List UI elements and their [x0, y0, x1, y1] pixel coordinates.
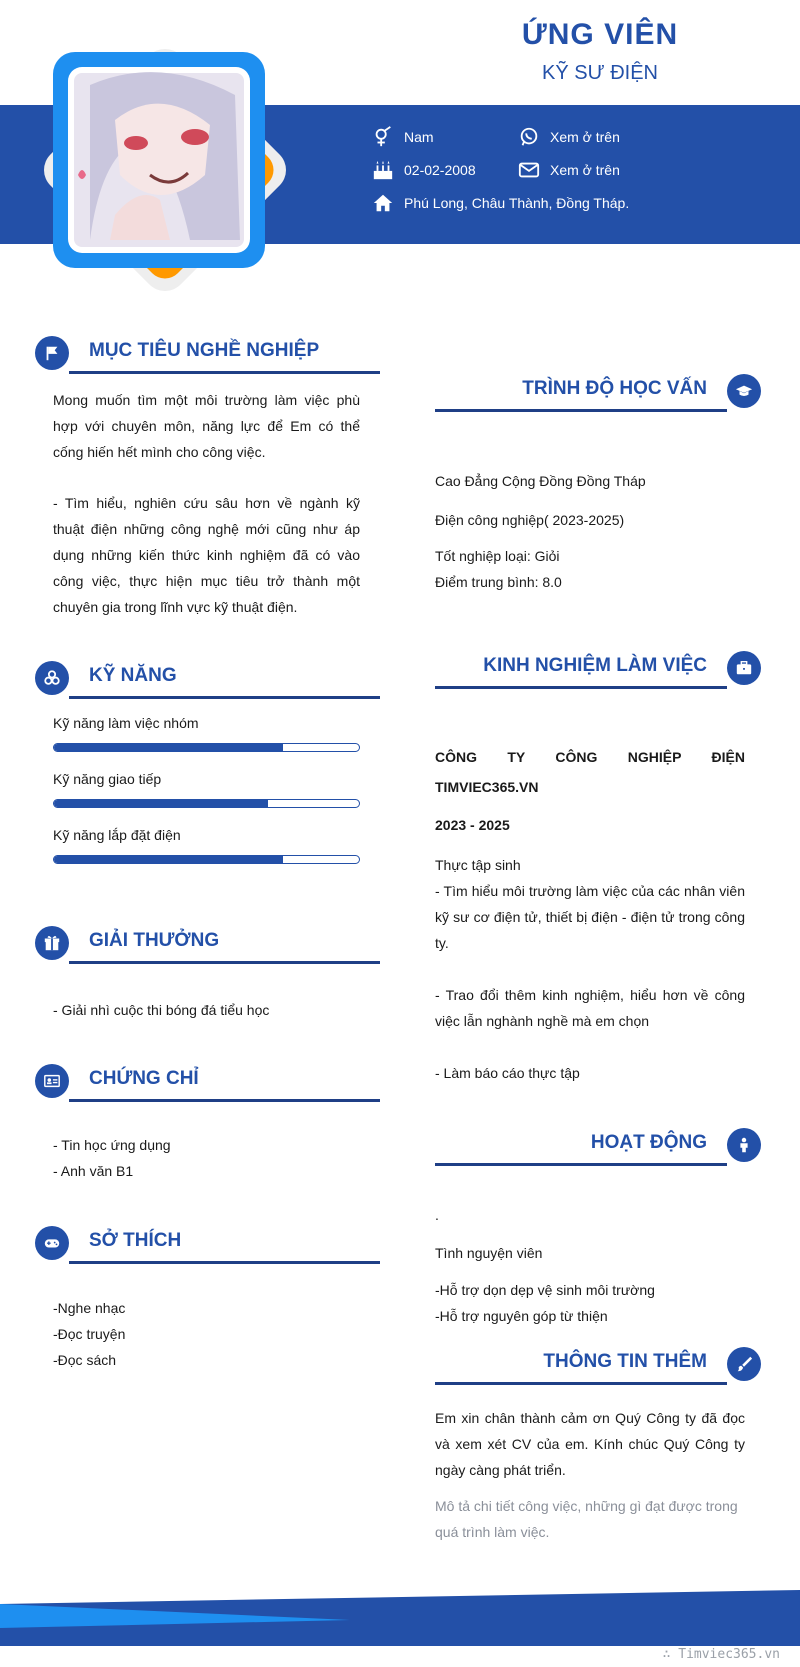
graduation-cap-icon	[727, 374, 761, 408]
divider	[69, 1099, 380, 1102]
paintbrush-icon	[727, 1347, 761, 1381]
address-item	[372, 192, 629, 214]
section-title: TRÌNH ĐỘ HỌC VẤN	[522, 378, 707, 399]
education-gpa: Điểm trung bình: 8.0	[435, 574, 562, 590]
experience-company: CÔNG TY CÔNG NGHIỆP ĐIỆN TIMVIEC365.VN	[435, 749, 745, 795]
certificate-item: - Anh văn B1	[53, 1163, 134, 1179]
skill-label: Kỹ năng giao tiếp	[53, 771, 162, 787]
phone-text: Xem ở trên	[550, 129, 620, 145]
activities-item: -Hỗ trợ dọn dẹp vệ sinh môi trường	[435, 1282, 655, 1298]
objective-header	[35, 334, 380, 374]
section-title: GIẢI THƯỞNG	[89, 930, 220, 951]
briefcase-icon	[727, 651, 761, 685]
birthday-text: 02-02-2008	[404, 162, 476, 178]
activities-header	[435, 1126, 761, 1166]
hobby-item: -Đọc sách	[53, 1352, 117, 1368]
certificates-header	[35, 1062, 380, 1102]
gender-icon	[372, 126, 394, 148]
divider	[435, 1382, 727, 1385]
experience-position: Thực tập sinh	[435, 857, 521, 873]
education-major: Điện công nghiệp( 2023-2025)	[435, 512, 625, 528]
certificate-item: - Tin học ứng dụng	[53, 1137, 171, 1153]
education-school: Cao Đẳng Cộng Đồng Đồng Tháp	[435, 473, 646, 489]
award-item: - Giải nhì cuộc thi bóng đá tiểu học	[53, 1002, 270, 1018]
skill-bar-fill	[54, 800, 268, 807]
skill-label: Kỹ năng lắp đặt điện	[53, 827, 181, 843]
divider	[69, 961, 380, 964]
watermark: ∴ Timviec365.vn	[662, 1647, 780, 1662]
activities-dot: .	[435, 1207, 439, 1223]
activities-item: -Hỗ trợ nguyên góp từ thiện	[435, 1308, 608, 1324]
experience-period: 2023 - 2025	[435, 817, 510, 833]
objective-p2: - Tìm hiểu, nghiên cứu sâu hơn về ngành kỹ thuật điện những công nghệ mới cũng như áp dụng những kiến thức kinh nghiệm đã có vào công việc, thực hiện mục tiêu trở thành một chuyên gia trong lĩnh vực kỹ thuật điện.	[53, 495, 360, 615]
whatsapp-icon	[518, 126, 540, 148]
section-title: CHỨNG CHỈ	[89, 1068, 199, 1089]
gender-item	[372, 126, 434, 148]
divider	[69, 696, 380, 699]
experience-desc: - Làm báo cáo thực tập	[435, 1065, 580, 1081]
address-text: Phú Long, Châu Thành, Đồng Tháp.	[404, 195, 630, 211]
gift-icon	[35, 926, 69, 960]
experience-desc: - Tìm hiểu môi trường làm việc của các nhân viên kỹ sư cơ điện tử, thiết bị điện - điện tử trong công ty.	[435, 883, 745, 951]
activities-role: Tình nguyện viên	[435, 1245, 543, 1261]
hobby-item: -Đọc truyện	[53, 1326, 126, 1342]
cubes-icon	[35, 661, 69, 695]
divider	[69, 1261, 380, 1264]
home-icon	[372, 192, 394, 214]
envelope-icon	[518, 159, 540, 181]
divider	[435, 1163, 727, 1166]
section-title: THÔNG TIN THÊM	[543, 1351, 707, 1372]
skill-bar-fill	[54, 856, 283, 863]
divider	[435, 686, 727, 689]
awards-header	[35, 924, 380, 964]
education-grade: Tốt nghiệp loại: Giỏi	[435, 548, 560, 564]
email-item	[518, 159, 620, 181]
id-card-icon	[35, 1064, 69, 1098]
candidate-name: ỨNG VIÊN	[521, 18, 679, 51]
email-text: Xem ở trên	[550, 162, 620, 178]
hobbies-header	[35, 1224, 380, 1264]
section-title: KINH NGHIỆM LÀM VIỆC	[483, 655, 707, 676]
divider	[435, 409, 727, 412]
education-header	[435, 372, 761, 412]
job-title: KỸ SƯ ĐIỆN	[542, 62, 658, 84]
skill-label: Kỹ năng làm việc nhóm	[53, 715, 199, 731]
phone-item	[518, 126, 620, 148]
hobby-item: -Nghe nhạc	[53, 1300, 126, 1316]
birthday-cake-icon	[372, 159, 394, 181]
skill-bar	[53, 855, 360, 864]
person-icon	[727, 1128, 761, 1162]
birthday-item	[372, 159, 476, 181]
section-title: MỤC TIÊU NGHỀ NGHIỆP	[89, 340, 320, 361]
objective-p1: Mong muốn tìm một môi trường làm việc phù hợp với chuyên môn, năng lực để Em có thể cống hiến hết mình cho công việc.	[53, 392, 360, 460]
skill-bar	[53, 799, 360, 808]
additional-header	[435, 1345, 761, 1385]
skill-bar	[53, 743, 360, 752]
section-title: KỸ NĂNG	[89, 665, 177, 686]
additional-placeholder: Mô tả chi tiết công việc, những gì đạt được trong quá trình làm việc.	[435, 1498, 738, 1540]
additional-text: Em xin chân thành cảm ơn Quý Công ty đã đọc và xem xét CV của em. Kính chúc Quý Công ty ngày càng phát triển.	[435, 1410, 745, 1478]
skill-bar-fill	[54, 744, 283, 751]
avatar	[20, 25, 310, 315]
gender-text: Nam	[404, 129, 434, 145]
section-title: SỞ THÍCH	[89, 1230, 182, 1251]
gamepad-icon	[35, 1226, 69, 1260]
divider	[69, 371, 380, 374]
section-title: HOẠT ĐỘNG	[590, 1132, 707, 1153]
skills-header	[35, 659, 380, 699]
experience-header	[435, 649, 761, 689]
experience-desc: - Trao đổi thêm kinh nghiệm, hiểu hơn về công việc lẫn nghành nghề mà em chọn	[435, 987, 745, 1029]
flag-icon	[35, 336, 69, 370]
